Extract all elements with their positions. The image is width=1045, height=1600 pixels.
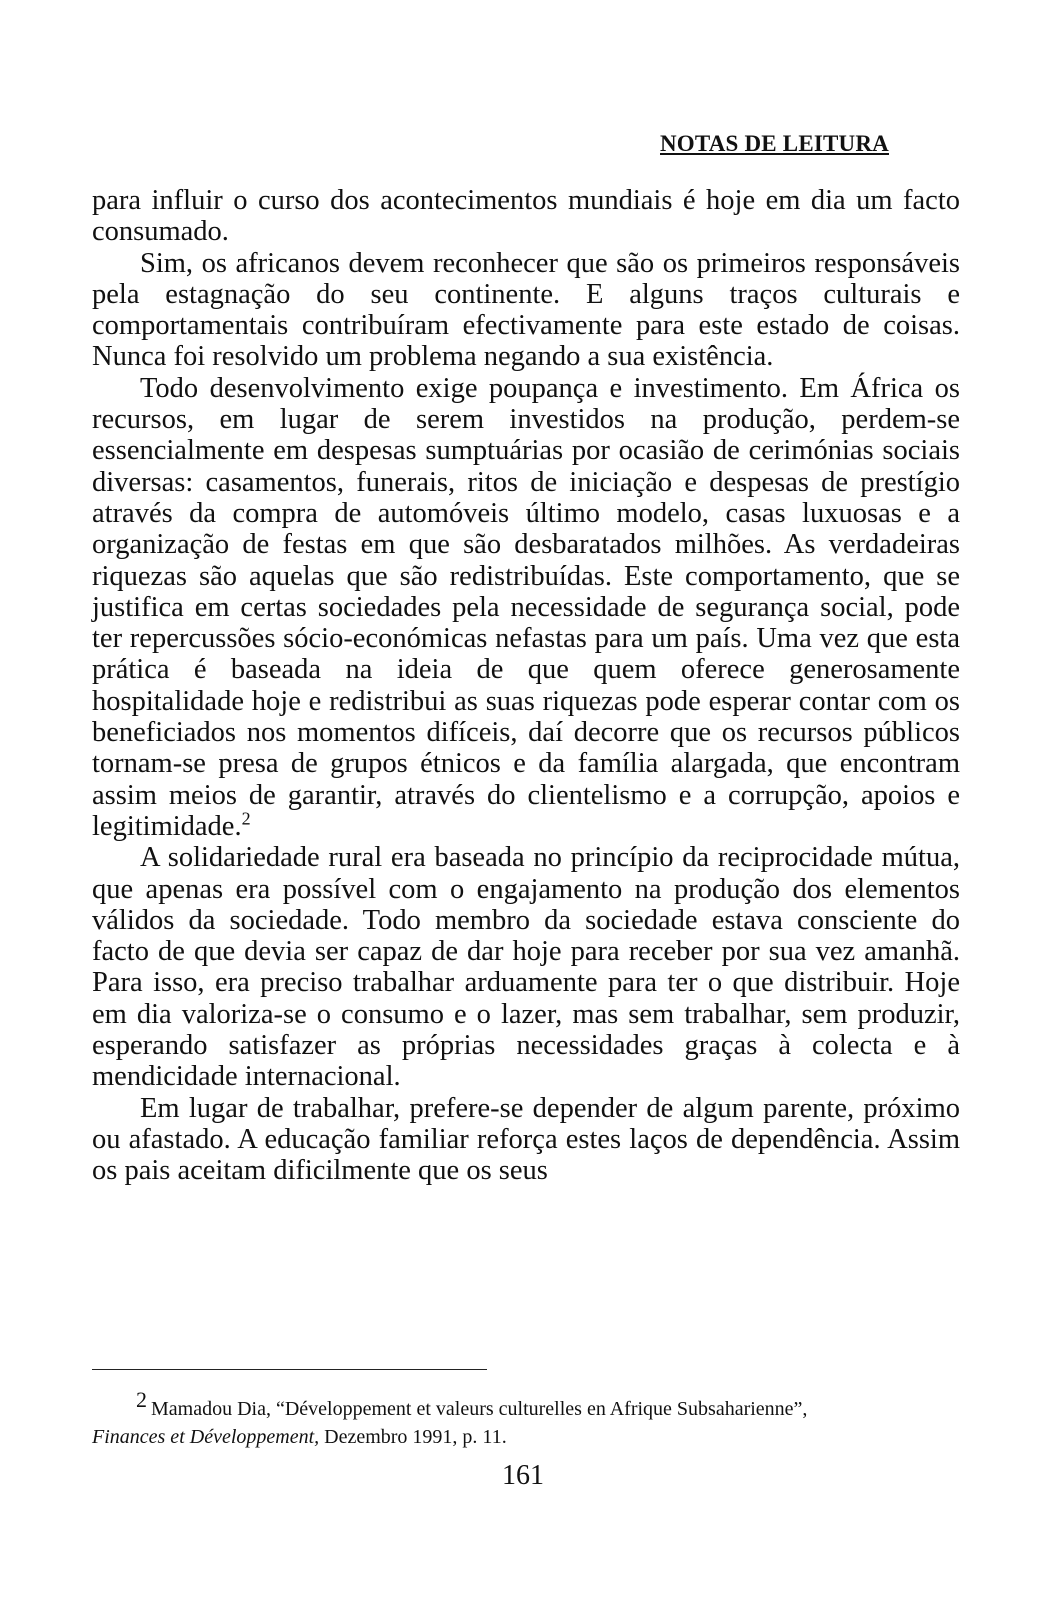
footnote-separator [92, 1369, 487, 1370]
paragraph [92, 373, 960, 842]
footnote-text: Mamadou Dia, “Développement et valeurs culturelles en Afrique Subsaharienne”, [151, 1398, 808, 1420]
paragraph: para influir o curso dos acontecimentos mundiais é hoje em dia um facto consumado. [92, 185, 960, 248]
footnote-reference: 2 [241, 808, 251, 829]
footnote-journal [92, 1426, 507, 1448]
footnote-journal-title: Finances et Développement, [92, 1426, 320, 1448]
paragraph: A solidariedade rural era baseada no princípio da reciprocidade mútua, que apenas era possível com o engajamento na produção dos elementos válidos da sociedade. Todo membro da sociedade estava consciente do facto de que devia ser capaz de dar hoje para receber por sua vez amanhã. Para isso, era preciso trabalhar arduamente para ter o que distribuir. Hoje em dia valoriza-se o consumo e o lazer, mas sem trabalhar, sem produzir, esperando satisfazer as próprias necessidades graças à colecta e à mendicidade internacional. [92, 842, 960, 1093]
footnote-citation: Dezembro 1991, p. 11. [319, 1426, 507, 1448]
body-text [92, 185, 960, 1187]
page-number: 161 [502, 1460, 544, 1491]
footnote [92, 1387, 960, 1451]
footnote-line [92, 1387, 960, 1423]
paragraph-text: Todo desenvolvimento exige poupança e investimento. Em África os recursos, em lugar de serem investidos na produção, perdem-se essencialmente em despesas sumptuárias por ocasião de cerimónias sociais diversas: casamentos, funerais, ritos de iniciação e despesas de prestígio através da compra de automóveis último modelo, casas luxuosas e a organização de festas em que são desbaratados milhões. As verdadeiras riquezas são aquelas que são redistribuídas. Este comportamento, que se justifica em certas sociedades pela necessidade de segurança social, pode ter repercussões sócio-económicas nefastas para um país. Uma vez que esta prática é baseada na ideia de que quem oferece generosamente hospitalidade hoje e redistribui as suas riquezas pode esperar contar com os beneficiados nos momentos difíceis, daí decorre que os recursos públicos tornam-se presa de grupos étnicos e da família alargada, que encontram assim meios de garantir, através do clientelismo e a corrupção, apoios e legitimidade. [92, 372, 960, 842]
paragraph: Sim, os africanos devem reconhecer que são os primeiros responsáveis pela estagnação do seu continente. E alguns traços culturais e comportamentais contribuíram efectivamente para este estado de coisas. Nunca foi resolvido um problema negando a sua existência. [92, 247, 960, 373]
footnote-number: 2 [136, 1387, 147, 1413]
paragraph: Em lugar de trabalhar, prefere-se depender de algum parente, próximo ou afastado. A educação familiar reforça estes laços de dependência. Assim os pais aceitam dificilmente que os seus [92, 1092, 960, 1187]
running-header: NOTAS DE LEITURA [660, 131, 889, 156]
